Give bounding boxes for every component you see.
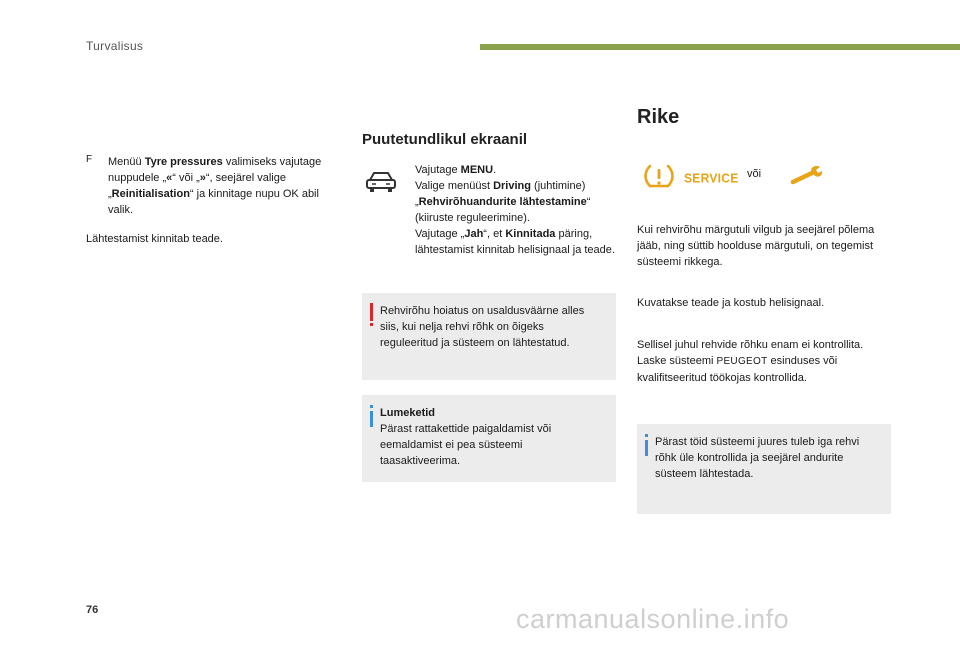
car-menu-icon: [364, 168, 398, 196]
info-icon: [645, 440, 648, 456]
watermark: carmanualsonline.info: [516, 604, 790, 634]
brand-name: PEUGEOT: [716, 356, 768, 367]
after-repair-note: [637, 424, 891, 514]
warning-icon: [370, 303, 373, 321]
tyre-pressure-warning-icon: [643, 162, 675, 192]
reinit-text: Menüü Tyre pressures valimiseks vajutage nuppudele „«“ või „»“, seejärel valige „Reinitialisation“ ja kinnitage nupu OK abil valik.: [108, 156, 322, 216]
chevron-left-icon: «: [166, 172, 173, 184]
bullet-marker: F: [86, 154, 93, 165]
service-warning-light: SERVICE: [684, 170, 739, 186]
fault-description: Kui rehvirõhu märgutuli vilgub ja seejärel põlema jääb, ning süttib hoolduse märgutuli, on tegemist süsteemi rikkega.: [637, 224, 875, 268]
warning-note: [362, 293, 616, 380]
page-number: 76: [86, 604, 99, 616]
touchscreen-heading: Puutetundlikul ekraanil: [362, 131, 528, 148]
wrench-icon: [790, 164, 826, 186]
after-repair-text: Pärast töid süsteemi juures tuleb iga rehvi rõhk üle kontrollida ja seejärel andurite süsteem lähtestada.: [655, 436, 860, 480]
fault-action: Sellisel juhul rehvide rõhku enam ei kontrollita. Laske süsteemi PEUGEOT esinduses või kvalifitseeritud töökojas kontrollida.: [637, 339, 864, 384]
snow-chains-title: Lumeketid: [380, 407, 436, 419]
info-icon: [370, 411, 373, 427]
snow-chains-text: Pärast rattakettide paigaldamist või eemaldamist ei pea süsteemi taasaktiveerima.: [380, 423, 552, 467]
fault-alert: Kuvatakse teade ja kostub helisignaal.: [637, 297, 825, 309]
step-confirm: Vajutage „Jah“, et Kinnitada päring, lähtestamist kinnitab helisignaal ja teade.: [415, 228, 615, 256]
section-title: Turvalisus: [86, 39, 144, 53]
touchscreen-steps: [415, 162, 615, 258]
header-accent-bar: [480, 44, 960, 50]
fault-heading: Rike: [637, 106, 680, 128]
warning-text: Rehvirõhu hoiatus on usaldusväärne alles siis, kui nelja rehvi rõhk on õigeks reguleeritud ja süsteem on lähtestatud.: [380, 305, 585, 349]
or-text: või: [747, 168, 762, 180]
step-sensor-reset: „Rehvirõhuandurite lähtestamine“ (kiiruste reguleerimine).: [415, 196, 591, 224]
confirm-text: Lähtestamist kinnitab teade.: [86, 233, 223, 245]
chevron-right-icon: »: [199, 172, 206, 184]
step-driving: Valige menüüst Driving (juhtimine): [415, 180, 586, 192]
step-menu: Vajutage MENU.: [415, 164, 497, 176]
snow-chains-note: [362, 395, 616, 482]
reinit-instruction: [86, 154, 341, 218]
